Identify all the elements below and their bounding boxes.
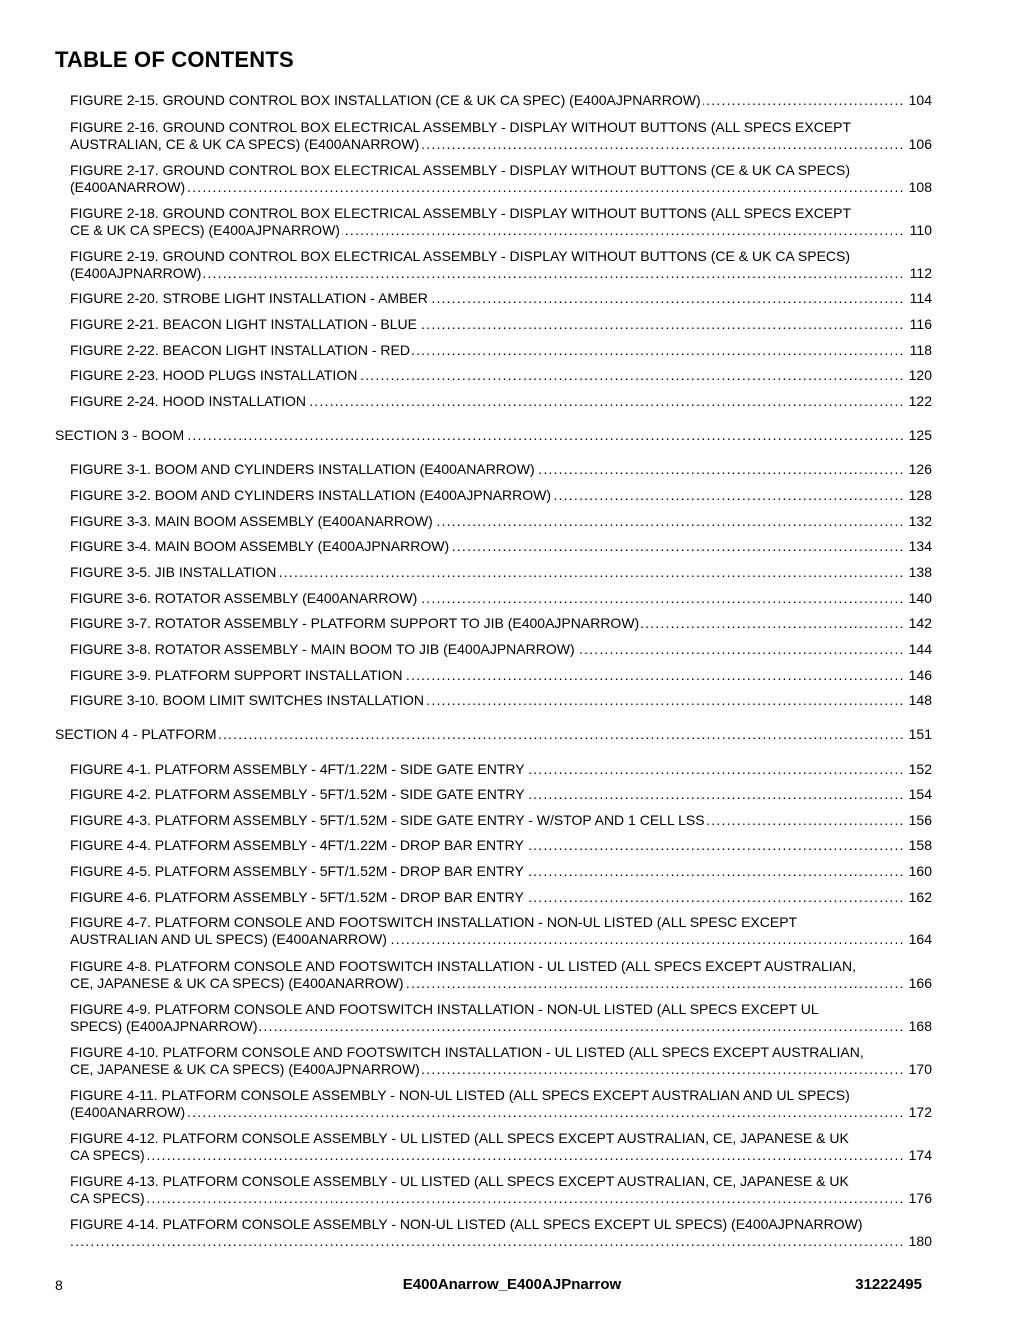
toc-figure-entry[interactable] bbox=[70, 248, 932, 282]
toc-entry-text: FIGURE 4-11. PLATFORM CONSOLE ASSEMBLY - NON-UL LISTED (ALL SPECS EXCEPT AUSTRALIAN AND UL SPECS) bbox=[70, 1087, 850, 1103]
toc-entry-text: CE, JAPANESE & UK CA SPECS) (E400AJPNARROW) bbox=[70, 1061, 420, 1077]
toc-page-number: 106 bbox=[908, 136, 932, 152]
toc-entry-text: FIGURE 4-9. PLATFORM CONSOLE AND FOOTSWITCH INSTALLATION - NON-UL LISTED (ALL SPECS EXCEPT UL bbox=[70, 1001, 819, 1017]
toc-entry-text: FIGURE 3-7. ROTATOR ASSEMBLY - PLATFORM SUPPORT TO JIB (E400AJPNARROW) bbox=[70, 615, 640, 631]
toc-figure-entry[interactable] bbox=[70, 590, 932, 607]
footer-document-name: E400Anarrow_E400AJPnarrow bbox=[402, 1276, 622, 1293]
toc-figure-entry[interactable] bbox=[70, 119, 932, 153]
toc-page-number: 110 bbox=[909, 222, 932, 238]
toc-entry-text: FIGURE 3-6. ROTATOR ASSEMBLY (E400ANARROW) bbox=[70, 590, 418, 606]
toc-entry-text: CA SPECS) bbox=[70, 1147, 145, 1163]
leader-dots bbox=[70, 1104, 906, 1121]
toc-section-entry[interactable] bbox=[55, 726, 932, 743]
toc-page-number: 104 bbox=[908, 92, 932, 108]
toc-entry-text: (E400ANARROW) bbox=[70, 179, 186, 195]
toc-page-number: 134 bbox=[908, 538, 932, 554]
leader-dots bbox=[70, 179, 906, 196]
toc-entry-text: FIGURE 4-14. PLATFORM CONSOLE ASSEMBLY - NON-UL LISTED (ALL SPECS EXCEPT UL SPECS) (E400AJPNARROW) bbox=[70, 1216, 863, 1232]
toc-entry-text: FIGURE 4-1. PLATFORM ASSEMBLY - 4FT/1.22M - SIDE GATE ENTRY bbox=[70, 761, 525, 777]
toc-page-number: 166 bbox=[908, 975, 932, 991]
toc-section-entry[interactable] bbox=[55, 427, 932, 444]
footer-page-number: 8 bbox=[55, 1277, 63, 1293]
toc-page-number: 114 bbox=[909, 290, 932, 306]
toc-figure-entry[interactable] bbox=[70, 1130, 932, 1164]
toc-entry-text: SPECS) (E400AJPNARROW) bbox=[70, 1018, 258, 1034]
toc-page-number: 162 bbox=[908, 889, 932, 905]
page-title: TABLE OF CONTENTS bbox=[55, 47, 294, 72]
toc-entry-text: FIGURE 3-4. MAIN BOOM ASSEMBLY (E400AJPNARROW) bbox=[70, 538, 450, 554]
toc-entry-text: FIGURE 3-2. BOOM AND CYLINDERS INSTALLATION (E400AJPNARROW) bbox=[70, 487, 552, 503]
toc-entry-text: FIGURE 2-17. GROUND CONTROL BOX ELECTRICAL ASSEMBLY - DISPLAY WITHOUT BUTTONS (CE & UK CA SPECS) bbox=[70, 162, 851, 178]
toc-page-number: 152 bbox=[908, 761, 932, 777]
toc-entry-text: FIGURE 4-3. PLATFORM ASSEMBLY - 5FT/1.52M - SIDE GATE ENTRY - W/STOP AND 1 CELL LSS bbox=[70, 812, 705, 828]
toc-figure-entry[interactable] bbox=[70, 786, 932, 803]
toc-page-number: 108 bbox=[908, 179, 932, 195]
toc-figure-entry[interactable] bbox=[70, 393, 932, 410]
toc-entry-text: FIGURE 2-15. GROUND CONTROL BOX INSTALLATION (CE & UK CA SPEC) (E400AJPNARROW) bbox=[70, 92, 701, 108]
toc-entry-text: (E400ANARROW) bbox=[70, 1104, 186, 1120]
toc-page-number: 154 bbox=[908, 786, 932, 802]
toc-entry-text: SECTION 4 - PLATFORM bbox=[55, 726, 217, 742]
toc-entry-text: FIGURE 4-8. PLATFORM CONSOLE AND FOOTSWITCH INSTALLATION - UL LISTED (ALL SPECS EXCEPT AUSTRALIAN, bbox=[70, 958, 856, 974]
leader-dots bbox=[70, 1233, 906, 1250]
toc-figure-entry[interactable] bbox=[70, 1216, 932, 1250]
toc-figure-entry[interactable] bbox=[70, 889, 932, 906]
toc-figure-entry[interactable] bbox=[70, 92, 932, 109]
toc-entry-text: FIGURE 2-20. STROBE LIGHT INSTALLATION - AMBER bbox=[70, 290, 428, 306]
toc-figure-entry[interactable] bbox=[70, 205, 932, 239]
toc-entry-text: FIGURE 4-4. PLATFORM ASSEMBLY - 4FT/1.22M - DROP BAR ENTRY bbox=[70, 837, 524, 853]
toc-entry-text: FIGURE 2-24. HOOD INSTALLATION bbox=[70, 393, 306, 409]
toc-figure-entry[interactable] bbox=[70, 162, 932, 196]
toc-page-number: 125 bbox=[908, 427, 932, 443]
toc-figure-entry[interactable] bbox=[70, 615, 932, 632]
toc-entry-text: FIGURE 4-2. PLATFORM ASSEMBLY - 5FT/1.52M - SIDE GATE ENTRY bbox=[70, 786, 525, 802]
toc-figure-entry[interactable] bbox=[70, 316, 932, 333]
toc-page-number: 168 bbox=[908, 1018, 932, 1034]
toc-entry-text: AUSTRALIAN AND UL SPECS) (E400ANARROW) bbox=[70, 931, 387, 947]
toc-entry-text: FIGURE 3-10. BOOM LIMIT SWITCHES INSTALLATION bbox=[70, 692, 424, 708]
toc-entry-text: FIGURE 4-13. PLATFORM CONSOLE ASSEMBLY - UL LISTED (ALL SPECS EXCEPT AUSTRALIAN, CE, JAPANESE & UK bbox=[70, 1173, 849, 1189]
toc-entry-text: FIGURE 2-22. BEACON LIGHT INSTALLATION - RED bbox=[70, 342, 410, 358]
toc-page-number: 144 bbox=[908, 641, 932, 657]
toc-page-number: 156 bbox=[908, 812, 932, 828]
toc-page-number: 164 bbox=[908, 931, 932, 947]
toc-page-number: 132 bbox=[908, 513, 932, 529]
toc-figure-entry[interactable] bbox=[70, 290, 932, 307]
toc-figure-entry[interactable] bbox=[70, 761, 932, 778]
toc-entry-text: FIGURE 2-19. GROUND CONTROL BOX ELECTRICAL ASSEMBLY - DISPLAY WITHOUT BUTTONS (CE & UK CA SPECS) bbox=[70, 248, 851, 264]
toc-entry-text: FIGURE 4-7. PLATFORM CONSOLE AND FOOTSWITCH INSTALLATION - NON-UL LISTED (ALL SPESC EXCEPT bbox=[70, 914, 798, 930]
toc-page-number: 122 bbox=[908, 393, 932, 409]
toc-page-number: 112 bbox=[909, 265, 932, 281]
toc-figure-entry[interactable] bbox=[70, 1001, 932, 1035]
toc-page-number: 176 bbox=[908, 1190, 932, 1206]
toc-entry-text: FIGURE 3-5. JIB INSTALLATION bbox=[70, 564, 277, 580]
toc-entry-text: CA SPECS) bbox=[70, 1190, 145, 1206]
toc-entry-text: FIGURE 3-1. BOOM AND CYLINDERS INSTALLATION (E400ANARROW) bbox=[70, 461, 535, 477]
toc-figure-entry[interactable] bbox=[70, 958, 932, 992]
toc-entry-text: FIGURE 2-21. BEACON LIGHT INSTALLATION - BLUE bbox=[70, 316, 417, 332]
toc-entry-text: FIGURE 2-16. GROUND CONTROL BOX ELECTRICAL ASSEMBLY - DISPLAY WITHOUT BUTTONS (ALL SPECS EXCEPT bbox=[70, 119, 852, 135]
toc-figure-entry[interactable] bbox=[70, 914, 932, 948]
toc-page-number: 151 bbox=[908, 726, 932, 742]
toc-entry-text: FIGURE 4-12. PLATFORM CONSOLE ASSEMBLY - UL LISTED (ALL SPECS EXCEPT AUSTRALIAN, CE, JAPANESE & UK bbox=[70, 1130, 849, 1146]
toc-entry-text: CE, JAPANESE & UK CA SPECS) (E400ANARROW) bbox=[70, 975, 404, 991]
toc-entry-text: SECTION 3 - BOOM bbox=[55, 427, 185, 443]
leader-dots bbox=[70, 1147, 906, 1164]
toc-page-number: 170 bbox=[908, 1061, 932, 1077]
toc-figure-entry[interactable] bbox=[70, 812, 932, 829]
footer-part-number: 31222495 bbox=[855, 1276, 922, 1293]
toc-entry-text: FIGURE 2-23. HOOD PLUGS INSTALLATION bbox=[70, 367, 358, 383]
toc-entry-text: FIGURE 3-8. ROTATOR ASSEMBLY - MAIN BOOM TO JIB (E400AJPNARROW) bbox=[70, 641, 575, 657]
toc-page-number: 118 bbox=[909, 342, 932, 358]
toc-figure-entry[interactable] bbox=[70, 487, 932, 504]
toc-figure-entry[interactable] bbox=[70, 667, 932, 684]
toc-figure-entry[interactable] bbox=[70, 1044, 932, 1078]
toc-figure-entry[interactable] bbox=[70, 513, 932, 530]
toc-entry-text: CE & UK CA SPECS) (E400AJPNARROW) bbox=[70, 222, 340, 238]
toc-figure-entry[interactable] bbox=[70, 461, 932, 478]
toc-figure-entry[interactable] bbox=[70, 538, 932, 555]
toc-page-number: 174 bbox=[908, 1147, 932, 1163]
toc-figure-entry[interactable] bbox=[70, 641, 932, 658]
toc-page-number: 126 bbox=[908, 461, 932, 477]
toc-figure-entry[interactable] bbox=[70, 1087, 932, 1121]
toc-page-number: 120 bbox=[908, 367, 932, 383]
toc-page-number: 148 bbox=[908, 692, 932, 708]
toc-entry-text: AUSTRALIAN, CE & UK CA SPECS) (E400ANARROW) bbox=[70, 136, 420, 152]
toc-page-number: 142 bbox=[908, 615, 932, 631]
toc-page-number: 160 bbox=[908, 863, 932, 879]
toc-page-number: 138 bbox=[908, 564, 932, 580]
toc-entry-text: FIGURE 4-10. PLATFORM CONSOLE AND FOOTSWITCH INSTALLATION - UL LISTED (ALL SPECS EXCEPT AUSTRALIAN, bbox=[70, 1044, 864, 1060]
toc-entry-text: FIGURE 4-6. PLATFORM ASSEMBLY - 5FT/1.52M - DROP BAR ENTRY bbox=[70, 889, 524, 905]
toc-page-number: 146 bbox=[908, 667, 932, 683]
toc-page-number: 158 bbox=[908, 837, 932, 853]
toc-figure-entry[interactable] bbox=[70, 863, 932, 880]
toc-entry-text: FIGURE 2-18. GROUND CONTROL BOX ELECTRICAL ASSEMBLY - DISPLAY WITHOUT BUTTONS (ALL SPECS EXCEPT bbox=[70, 205, 852, 221]
toc-figure-entry[interactable] bbox=[70, 1173, 932, 1207]
toc-page-number: 140 bbox=[908, 590, 932, 606]
toc-entry-text: FIGURE 4-5. PLATFORM ASSEMBLY - 5FT/1.52M - DROP BAR ENTRY bbox=[70, 863, 524, 879]
toc-page-number: 128 bbox=[908, 487, 932, 503]
toc-entry-text: FIGURE 3-3. MAIN BOOM ASSEMBLY (E400ANARROW) bbox=[70, 513, 433, 529]
toc-entry-text: FIGURE 3-9. PLATFORM SUPPORT INSTALLATION bbox=[70, 667, 403, 683]
toc-entry-text: (E400AJPNARROW) bbox=[70, 265, 202, 281]
leader-dots bbox=[70, 1190, 906, 1207]
toc-figure-entry[interactable] bbox=[70, 564, 932, 581]
toc-page-number: 180 bbox=[908, 1233, 932, 1249]
toc-figure-entry[interactable] bbox=[70, 342, 932, 359]
toc-page-number: 116 bbox=[909, 316, 932, 332]
toc-figure-entry[interactable] bbox=[70, 837, 932, 854]
toc-figure-entry[interactable] bbox=[70, 367, 932, 384]
toc-page-number: 172 bbox=[908, 1104, 932, 1120]
toc-figure-entry[interactable] bbox=[70, 692, 932, 709]
